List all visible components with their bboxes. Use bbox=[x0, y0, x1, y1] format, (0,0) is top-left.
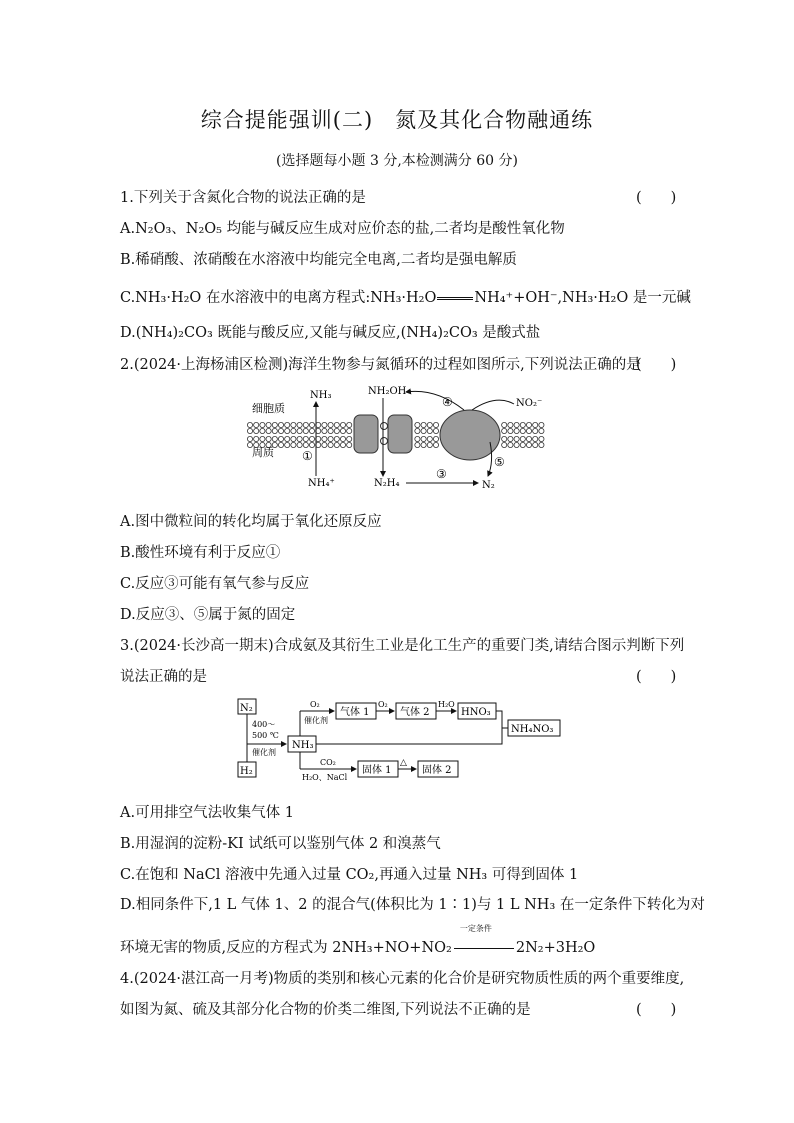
label-solid1: 固体 1 bbox=[362, 765, 392, 776]
membrane-bead bbox=[526, 422, 531, 427]
membrane-bead bbox=[285, 436, 290, 441]
membrane-bead bbox=[309, 442, 314, 447]
membrane-bead bbox=[266, 436, 271, 441]
membrane-bead bbox=[427, 442, 432, 447]
label-step5: ⑤ bbox=[494, 455, 505, 469]
label-step1: ① bbox=[302, 449, 313, 463]
membrane-bead bbox=[502, 428, 507, 433]
q2-answer-paren: ( ) bbox=[636, 357, 677, 373]
membrane-bead bbox=[260, 436, 265, 441]
label-n2: N₂ bbox=[240, 703, 253, 714]
label-h2o-nacl: H₂O、NaCl bbox=[302, 773, 348, 781]
membrane-bead bbox=[340, 428, 345, 433]
q1-option-a: A.N₂O₃、N₂O₅ 均能与碱反应生成对应价态的盐,二者均是酸性氧化物 bbox=[120, 221, 565, 237]
q3-option-d-right: 2N₂+3H₂O bbox=[515, 940, 596, 956]
q1-option-d: D.(NH₄)₂CO₃ 既能与酸反应,又能与碱反应,(NH₄)₂CO₃ 是酸式盐 bbox=[120, 325, 541, 341]
reaction-arrow-line bbox=[454, 948, 514, 949]
membrane-bead bbox=[415, 436, 420, 441]
membrane-bead bbox=[526, 428, 531, 433]
membrane-bead bbox=[309, 422, 314, 427]
reaction-condition: 一定条件 bbox=[459, 924, 492, 933]
membrane-bead bbox=[297, 428, 302, 433]
membrane-bead bbox=[539, 422, 544, 427]
membrane-bead bbox=[303, 436, 308, 441]
q4-stem-line1: 4.(2024·湛江高一月考)物质的类别和核心元素的化合价是研究物质性质的两个重要维度, bbox=[120, 971, 685, 987]
q2-option-d: D.反应③、⑤属于氮的固定 bbox=[120, 607, 296, 623]
membrane-bead bbox=[278, 442, 283, 447]
membrane-bead bbox=[539, 428, 544, 433]
arrow-no2-in bbox=[472, 400, 514, 410]
ammonia-industry-flowchart bbox=[234, 697, 566, 781]
label-no2: NO₂⁻ bbox=[516, 398, 543, 409]
membrane-bead bbox=[328, 428, 333, 433]
membrane-bead bbox=[328, 422, 333, 427]
q1-stem: 1.下列关于含氮化合物的说法正确的是 bbox=[120, 190, 366, 206]
membrane-bead bbox=[291, 442, 296, 447]
q1-option-c bbox=[120, 286, 691, 307]
membrane-bead bbox=[272, 422, 277, 427]
cond-temp2: 500 ℃ bbox=[252, 731, 279, 740]
membrane-bead bbox=[340, 442, 345, 447]
membrane-bead bbox=[526, 436, 531, 441]
membrane-bead bbox=[247, 436, 252, 441]
membrane-bead bbox=[340, 422, 345, 427]
membrane-bead bbox=[247, 422, 252, 427]
label-o2-b: O₂ bbox=[378, 700, 388, 709]
membrane-bead bbox=[520, 436, 525, 441]
membrane-bead bbox=[502, 422, 507, 427]
membrane-bead bbox=[254, 422, 259, 427]
label-step3: ③ bbox=[436, 467, 447, 481]
membrane-bead bbox=[433, 422, 438, 427]
arrow-step4 bbox=[406, 391, 464, 410]
q2-option-b: B.酸性环境有利于反应① bbox=[120, 545, 281, 561]
q4-stem-line2: 如图为氮、硫及其部分化合物的价类二维图,下列说法不正确的是 bbox=[120, 1002, 531, 1018]
label-nh2oh: NH₂OH bbox=[368, 386, 407, 397]
membrane-bead bbox=[272, 428, 277, 433]
membrane-bead bbox=[514, 422, 519, 427]
q4-answer-paren: ( ) bbox=[636, 1002, 677, 1018]
membrane-bead bbox=[334, 442, 339, 447]
membrane-bead bbox=[421, 422, 426, 427]
membrane-bead bbox=[322, 422, 327, 427]
membrane-bead bbox=[421, 442, 426, 447]
label-nh3: NH₃ bbox=[310, 390, 332, 401]
heat-icon: △ bbox=[400, 758, 407, 768]
membrane-bead bbox=[520, 442, 525, 447]
membrane-bead bbox=[427, 422, 432, 427]
membrane-bead bbox=[322, 428, 327, 433]
membrane-bead bbox=[508, 422, 513, 427]
membrane-bead bbox=[291, 422, 296, 427]
membrane-bead bbox=[328, 442, 333, 447]
membrane-bead bbox=[272, 436, 277, 441]
reaction-condition-arrow bbox=[452, 924, 516, 956]
membrane-bead bbox=[520, 428, 525, 433]
equilibrium-arrow-icon bbox=[437, 297, 473, 300]
label-hno3: HNO₃ bbox=[461, 707, 491, 718]
membrane-bead bbox=[291, 436, 296, 441]
membrane-bead bbox=[502, 442, 507, 447]
q3-stem-line2: 说法正确的是 bbox=[120, 669, 207, 685]
q1-option-c-right: NH₄⁺+OH⁻,NH₃·H₂O 是一元碱 bbox=[474, 290, 691, 306]
membrane-bead bbox=[297, 436, 302, 441]
label-gas1: 气体 1 bbox=[340, 707, 370, 718]
membrane-bead bbox=[514, 436, 519, 441]
q2-stem: 2.(2024·上海杨浦区检测)海洋生物参与氮循环的过程如图所示,下列说法正确的是 bbox=[120, 357, 641, 373]
q1-answer-paren: ( ) bbox=[636, 190, 677, 206]
membrane-bead bbox=[266, 428, 271, 433]
label-solid2: 固体 2 bbox=[422, 765, 452, 776]
membrane-bead bbox=[539, 442, 544, 447]
q3-option-c: C.在饱和 NaCl 溶液中先通入过量 CO₂,再通入过量 NH₃ 可得到固体 1 bbox=[120, 867, 579, 883]
membrane-bead bbox=[334, 436, 339, 441]
membrane-bead bbox=[254, 436, 259, 441]
membrane-bead bbox=[415, 422, 420, 427]
membrane-bead bbox=[539, 436, 544, 441]
membrane-bead bbox=[347, 428, 352, 433]
q3-stem-line1: 3.(2024·长沙高一期末)合成氨及其衍生工业是化工生产的重要门类,请结合图示判断下列 bbox=[120, 638, 685, 654]
q3-option-b: B.用湿润的淀粉-KI 试纸可以鉴别气体 2 和溴蒸气 bbox=[120, 836, 441, 852]
membrane-bead bbox=[309, 428, 314, 433]
membrane-bead bbox=[433, 428, 438, 433]
label-cytoplasm: 细胞质 bbox=[252, 402, 285, 415]
membrane-bead bbox=[322, 436, 327, 441]
q2-option-c: C.反应③可能有氧气参与反应 bbox=[120, 576, 310, 592]
membrane-bead bbox=[502, 436, 507, 441]
membrane-bead bbox=[285, 422, 290, 427]
membrane-bead bbox=[421, 428, 426, 433]
q3-option-a: A.可用排空气法收集气体 1 bbox=[120, 805, 294, 821]
membrane-bead bbox=[415, 442, 420, 447]
page-subtitle: (选择题每小题 3 分,本检测满分 60 分) bbox=[276, 153, 518, 169]
membrane-bead bbox=[285, 428, 290, 433]
membrane-bead bbox=[514, 428, 519, 433]
membrane-bead bbox=[278, 428, 283, 433]
q1-option-c-left: C.NH₃·H₂O 在水溶液中的电离方程式:NH₃·H₂O bbox=[120, 290, 437, 306]
q3-answer-paren: ( ) bbox=[636, 669, 677, 685]
membrane-bead bbox=[334, 422, 339, 427]
cond-temp1: 400～ bbox=[252, 720, 276, 729]
membrane-bead bbox=[427, 428, 432, 433]
membrane-bead bbox=[260, 422, 265, 427]
membrane-bead bbox=[254, 428, 259, 433]
membrane-bead bbox=[291, 428, 296, 433]
channel-protein-left bbox=[354, 415, 378, 453]
membrane-bead bbox=[433, 436, 438, 441]
membrane-bead bbox=[309, 436, 314, 441]
label-h2o: H₂O bbox=[438, 700, 455, 709]
q3-option-d-left: 环境无害的物质,反应的方程式为 2NH₃+NO+NO₂ bbox=[120, 940, 452, 956]
membrane-bead bbox=[508, 442, 513, 447]
membrane-bead bbox=[297, 422, 302, 427]
membrane-bead bbox=[278, 436, 283, 441]
nitrogen-cycle-figure bbox=[246, 380, 546, 492]
channel-protein-right bbox=[388, 415, 412, 453]
label-n2h4: N₂H₄ bbox=[374, 478, 400, 489]
membrane-bead bbox=[247, 428, 252, 433]
q2-option-a: A.图中微粒间的转化均属于氧化还原反应 bbox=[120, 514, 382, 530]
q3-option-d-line1: D.相同条件下,1 L 气体 1、2 的混合气(体积比为 1∶1)与 1 L NH₃ 在一定条件下转化为对 bbox=[120, 897, 705, 913]
membrane-bead bbox=[533, 442, 538, 447]
membrane-bead bbox=[347, 442, 352, 447]
membrane-bead bbox=[322, 442, 327, 447]
membrane-bead bbox=[303, 422, 308, 427]
membrane-bead bbox=[297, 442, 302, 447]
label-o2-a: O₂ bbox=[310, 700, 320, 709]
membrane-bead bbox=[421, 436, 426, 441]
label-h2: H₂ bbox=[240, 766, 253, 777]
line-nh3-to-nh4no3 bbox=[316, 728, 502, 744]
label-gas2: 气体 2 bbox=[400, 707, 430, 718]
q1-option-b: B.稀硝酸、浓硝酸在水溶液中均能完全电离,二者均是强电解质 bbox=[120, 252, 517, 268]
membrane-bead bbox=[266, 422, 271, 427]
page-title: 综合提能强训(二) 氮及其化合物融通练 bbox=[200, 108, 594, 132]
membrane-bead bbox=[328, 436, 333, 441]
membrane-bead bbox=[347, 436, 352, 441]
label-n2: N₂ bbox=[482, 480, 495, 491]
label-co2: CO₂ bbox=[320, 758, 336, 767]
membrane-bead bbox=[508, 436, 513, 441]
membrane-bead bbox=[260, 428, 265, 433]
cond-cat: 催化剂 bbox=[252, 748, 276, 757]
membrane-bead bbox=[347, 422, 352, 427]
q3-option-d-line2 bbox=[120, 924, 596, 957]
line-hno3-out bbox=[496, 711, 508, 728]
membrane-bead bbox=[514, 442, 519, 447]
label-nh3: NH₃ bbox=[292, 740, 314, 751]
membrane-bead bbox=[415, 428, 420, 433]
label-step4: ④ bbox=[442, 395, 453, 409]
channel-pore-icon bbox=[381, 423, 388, 430]
membrane-bead bbox=[427, 436, 432, 441]
membrane-bead bbox=[303, 428, 308, 433]
membrane-bead bbox=[334, 428, 339, 433]
membrane-bead bbox=[533, 436, 538, 441]
membrane-bead bbox=[278, 422, 283, 427]
label-periplasm: 周质 bbox=[252, 446, 274, 459]
membrane-bead bbox=[433, 442, 438, 447]
channel-pore-icon bbox=[381, 438, 388, 445]
membrane-bead bbox=[526, 442, 531, 447]
label-nh4no3: NH₄NO₃ bbox=[511, 724, 554, 735]
membrane-bead bbox=[508, 428, 513, 433]
membrane-bead bbox=[520, 422, 525, 427]
membrane-bead bbox=[285, 442, 290, 447]
membrane-bead bbox=[533, 422, 538, 427]
label-nh4: NH₄⁺ bbox=[308, 478, 335, 489]
membrane-bead bbox=[533, 428, 538, 433]
membrane-bead bbox=[303, 442, 308, 447]
membrane-bead bbox=[340, 436, 345, 441]
label-cat-a: 催化剂 bbox=[304, 716, 328, 725]
